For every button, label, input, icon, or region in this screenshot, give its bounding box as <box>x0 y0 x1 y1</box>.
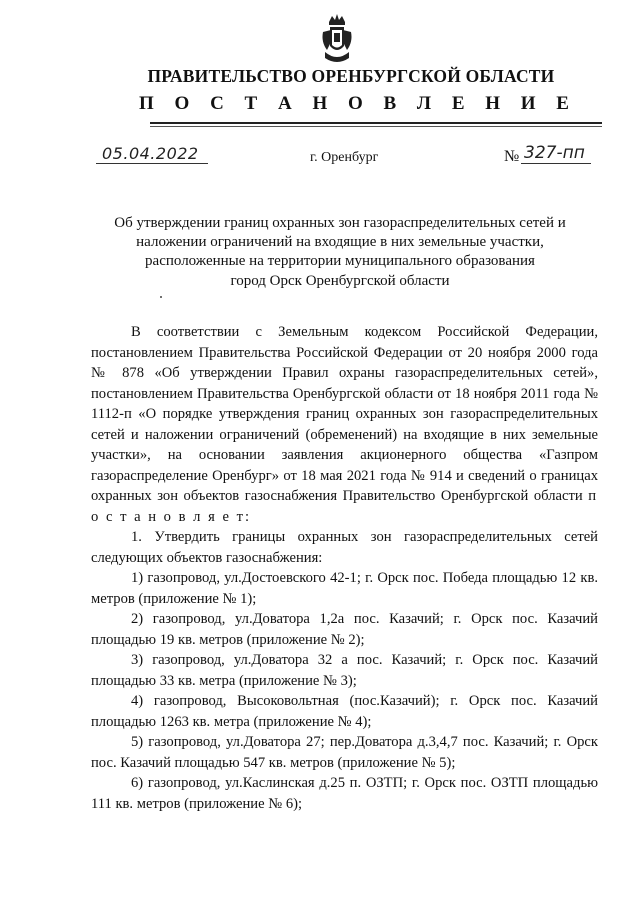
point-1: 1. Утвердить границы охранных зон газораспределительных сетей следующих объектов газоснабжения: <box>91 529 598 566</box>
header-divider-thin <box>150 126 602 127</box>
date-underline <box>96 163 208 164</box>
document-number: 327-пп <box>524 143 585 163</box>
org-title: ПРАВИТЕЛЬСТВО ОРЕНБУРГСКОЙ ОБЛАСТИ <box>147 66 555 86</box>
decree-word: п о с т а н о в л я е т: <box>91 488 598 525</box>
list-item: 6) газопровод, ул.Каслинская д.25 п. ОЗТП; г. Орск пос. ОЗТП площадью 111 кв. метров (приложение № 6); <box>91 775 598 812</box>
number-label: № <box>504 148 520 165</box>
subject-line: расположенные на территории муниципального образования <box>145 253 535 270</box>
coat-of-arms-icon <box>319 12 355 66</box>
list-item: 1) газопровод, ул.Достоевского 42-1; г. Орск пос. Победа площадью 12 кв. метров (приложение № 1); <box>91 570 598 607</box>
stray-mark <box>160 296 162 298</box>
number-underline <box>521 163 591 164</box>
list-item: 5) газопровод, ул.Доватора 27; пер.Доватора д.3,4,7 пос. Казачий; г. Орск пос. Казачий площадью 547 кв. метров (приложение № 5); <box>91 734 598 771</box>
document-subject <box>100 214 580 291</box>
list-item: 4) газопровод, Высоковольтная (пос.Казачий); г. Орск пос. Казачий площадью 1263 кв. метра (приложение № 4); <box>91 693 598 730</box>
subject-line: наложении ограничений на входящие в них земельные участки, <box>136 234 544 251</box>
doc-type-title: П О С Т А Н О В Л Е Н И Е <box>139 93 577 114</box>
header-divider <box>150 122 602 124</box>
list-item: 2) газопровод, ул.Доватора 1,2а пос. Казачий; г. Орск пос. Казачий площадью 19 кв. метров (приложение № 2); <box>91 611 598 648</box>
subject-line: Об утверждении границ охранных зон газораспределительных сетей и <box>114 215 566 231</box>
document-date: 05.04.2022 <box>102 144 199 163</box>
preamble-paragraph <box>91 322 598 527</box>
subject-line: город Орск Оренбургской области <box>230 272 450 289</box>
document-body <box>91 322 598 814</box>
list-item: 3) газопровод, ул.Доватора 32 а пос. Казачий; г. Орск пос. Казачий площадью 33 кв. метра (приложение № 3); <box>91 652 598 689</box>
preamble-text: В соответствии с Земельным кодексом Российской Федерации, постановлением Правительства Российской Федерации от 20 ноября 2000 года № 878 «Об утверждении Правил охраны газораспределительных сетей», постановлением Правительства Оренбургской области от 18 ноября 2011 года № 1112-п «О порядке утверждения границ охранных зон газораспределительных сетей и наложении ограничений (обременений) на входящие в них земельные участки», на основании заявления акционерного общества «Газпром газораспределение Оренбург» от 18 мая 2021 года № 914 и сведений о границах охранных зон объектов газоснабжения Правительство Оренбургской области <box>91 324 598 504</box>
document-city: г. Оренбург <box>310 150 379 165</box>
